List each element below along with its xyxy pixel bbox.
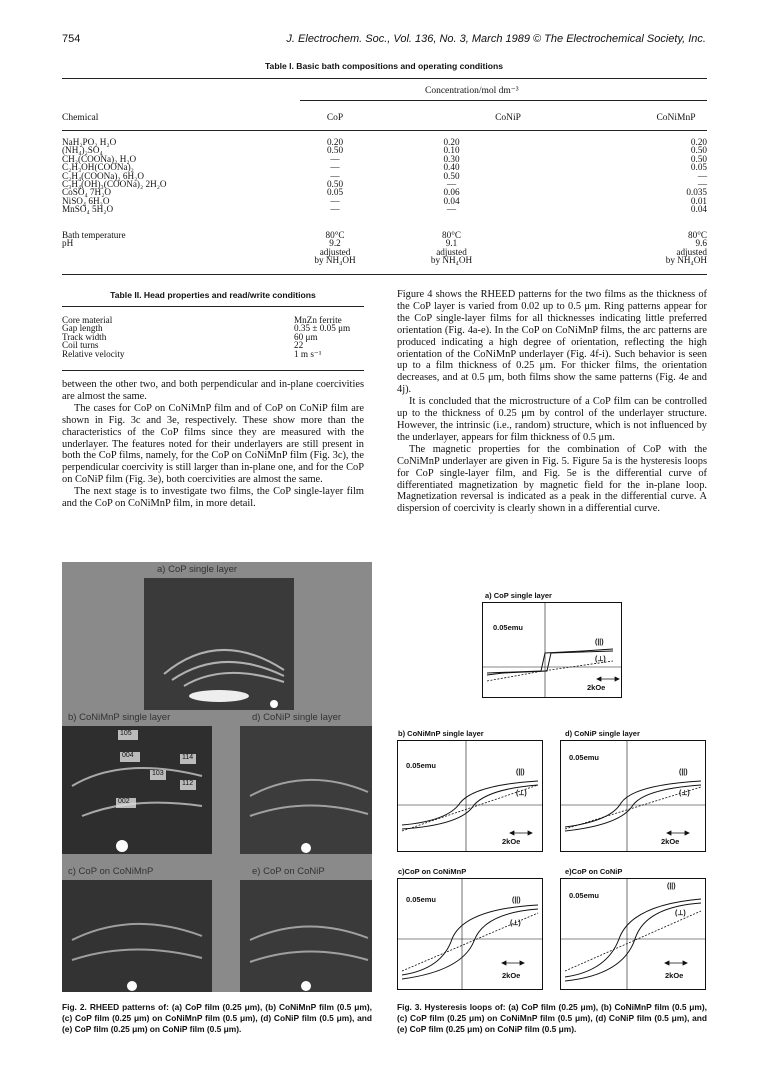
table-cell: by NH₄OH (314, 255, 356, 266)
scale-h-e: 2kOe (665, 971, 684, 980)
table-cell: adjusted (436, 246, 467, 257)
table-cell: 0.40 (443, 162, 460, 173)
fig2-label-e: e) CoP on CoNiP (252, 866, 325, 877)
table-cell: — (697, 179, 707, 190)
fig3-caption: Fig. 3. Hysteresis loops of: (a) CoP film (0.25 μm), (b) CoNiMnP film (0.5 μm), (c) CoP film (0.25 μm) on CoNiMnP film (0.5 μm), (d) CoNiP film (0.5 μm), and (e) CoP film (0.25 μm) on CoNiP film (0.5 μm). (397, 1002, 707, 1034)
table-cell: Core material (62, 315, 113, 325)
table-cell: C₂H₃OH(COONa)₂ (62, 162, 134, 173)
table-cell: Track width (62, 331, 107, 342)
col-conimnp: CoNiMnP (656, 113, 696, 123)
table-row (62, 188, 707, 196)
scale-m-a: 0.05emu (493, 623, 524, 632)
table-cell: 0.20 (443, 137, 460, 147)
table-cell: MnZn ferrite (294, 315, 342, 325)
fig3-title-a: a) CoP single layer (485, 591, 552, 600)
table-cell: Bath temperature (62, 230, 126, 240)
fig3-title-b: b) CoNiMnP single layer (398, 729, 484, 738)
table-row (62, 163, 707, 171)
table-cell: 22 (294, 340, 304, 351)
fig3-title-d: d) CoNiP single layer (565, 729, 640, 738)
table-cell: 0.20 (690, 137, 707, 147)
label-inplane-d: (||) (679, 769, 688, 776)
right-paragraph: It is concluded that the microstructure of a CoP film can be controlled up to the thickness of 0.25 μm by control of the underlayer structure. However, the intrinsic (i.e., random) structure, which is not influenced by the underlayer, appears for film thickness of 0.5 μm. (397, 396, 707, 443)
table-cell: C₃H₄(OH)₃(COONa)₂ 2H₂O (62, 179, 167, 190)
fig2-caption: Fig. 2. RHEED patterns of: (a) CoP film (0.25 μm), (b) CoNiMnP film (0.5 μm), (c) CoP film (0.25 μm) on CoNiMnP film (0.5 μm), (d) CoNiP film (0.5 μm), and (e) CoP film (0.25 μm) on CoNiP film (0.5 μm). (62, 1002, 372, 1034)
table-cell: 9.6 (695, 238, 707, 249)
label-perp-e: (⊥) (675, 910, 686, 917)
label-inplane-c: (||) (512, 897, 521, 904)
table-row (62, 324, 364, 332)
fig3-title-c: c)CoP on CoNiMnP (398, 867, 467, 876)
table1-group-header: Concentration/mol dm⁻³ (425, 86, 519, 96)
col-chemical: Chemical (62, 113, 99, 123)
table1-body (62, 138, 707, 214)
table-cell: 60 μm (294, 331, 318, 342)
scale-h-c: 2kOe (502, 971, 521, 980)
fig2-label-c: c) CoP on CoNiMnP (68, 866, 154, 877)
table-cell: — (446, 179, 457, 190)
table-cell: 0.04 (690, 204, 707, 215)
table-cell: 0.50 (690, 153, 707, 164)
scale-h-d: 2kOe (661, 837, 680, 846)
scale-m-d: 0.05emu (569, 753, 600, 762)
label-perp-d: (⊥) (679, 790, 690, 797)
table-cell: (NH₄)₂SO₄ (62, 145, 103, 156)
table-cell: — (330, 162, 340, 173)
table-cell: 0.01 (690, 195, 707, 206)
table-row (62, 138, 707, 146)
table-row (62, 146, 707, 154)
hysteresis-loop-a (482, 602, 622, 698)
col-conip: CoNiP (495, 113, 521, 123)
table-cell: 0.05 (326, 187, 344, 198)
table-row (62, 231, 707, 239)
table1-header-rule (62, 130, 707, 131)
rheed-spot-103: 103 (152, 770, 164, 777)
table-cell: 1 m s⁻¹ (294, 348, 322, 359)
table-cell: NiSO₄ 6H₂O (62, 195, 110, 206)
table-cell (62, 248, 305, 256)
table-cell: 0.06 (443, 187, 460, 198)
left-paragraph: between the other two, and both perpendicular and in-plane coercivities are almost the same. (62, 379, 364, 402)
table2-title: Table II. Head properties and read/write conditions (110, 290, 316, 300)
table-cell: — (330, 204, 340, 215)
table-row (62, 197, 707, 205)
fig2-label-b: b) CoNiMnP single layer (68, 712, 171, 723)
label-perp-c: (⊥) (510, 920, 521, 927)
label-perp-a: (⊥) (595, 656, 606, 663)
table-cell: 0.35 ± 0.05 μm (294, 323, 351, 334)
rheed-pattern-a (144, 578, 294, 710)
table-cell: 0.05 (690, 162, 707, 173)
table-cell: 0.10 (443, 145, 460, 156)
table-row (62, 205, 707, 213)
fig2-rheed-panel (62, 562, 372, 992)
rheed-pattern-c (62, 880, 212, 992)
hysteresis-loop-b (397, 740, 543, 852)
table-cell: — (330, 170, 340, 181)
table-cell: C₂H₄(COONa)₂ 6H₂O (62, 170, 144, 181)
scale-m-e: 0.05emu (569, 891, 600, 900)
table-cell: 0.50 (690, 145, 707, 156)
table-cell: — (330, 195, 340, 206)
fig2-label-d: d) CoNiP single layer (252, 712, 342, 723)
table1-top-rule (62, 78, 707, 79)
page-number: 754 (62, 33, 81, 45)
right-paragraph: Figure 4 shows the RHEED patterns for the two films as the thickness of the CoP layer is varied from 0.02 up to 0.5 μm. Ring patterns appear for the CoP single-layer films for all thicknesses indicating little preferred orientation (Fig. 4a-e). In the CoP on CoNiMnP films, the arc patterns are produced indicating a high degree of orientation, reflecting the high orientation of the CoNiMnP underlayer (Fig. 4f-i). Such behavior is seen up to a film thickness of 0.25 μm. For thicker films, the orientation decreases, and at 0.5 μm, both films show the same patterns (Fig. 4e and 4j). (397, 289, 707, 396)
right-column-text (397, 289, 707, 515)
table-cell: Gap length (62, 323, 103, 334)
table2-bottom-rule (62, 370, 364, 371)
hysteresis-loop-e (560, 878, 706, 990)
table-cell: NaH₂PO₂ H₂O (62, 137, 117, 147)
rheed-pattern-e (240, 880, 372, 992)
rheed-pattern-d (240, 726, 372, 854)
table-row (62, 180, 707, 188)
rheed-spot-112: 112 (182, 780, 194, 787)
table-row (62, 239, 707, 247)
table-cell: — (446, 204, 457, 215)
table-cell: 80°C (325, 230, 345, 240)
table-cell: Relative velocity (62, 348, 125, 359)
table-cell: — (697, 170, 707, 181)
rheed-spot-105: 105 (120, 730, 132, 737)
scale-h-a: 2kOe (587, 683, 606, 692)
table2-top-rule (62, 306, 364, 307)
table-cell: 80°C (688, 230, 707, 240)
left-paragraph: The next stage is to investigate two films, the CoP single-layer film and the CoP on CoNiMnP film, in more detail. (62, 486, 364, 510)
table-cell: by NH₄OH (430, 255, 473, 266)
table-cell: MnSO₄ 5H₂O (62, 204, 114, 215)
table-cell: CoSO₄ 7H₂O (62, 187, 112, 198)
left-paragraph: The cases for CoP on CoNiMnP film and of CoP on CoNiP film are shown in Fig. 3c and 3e, respectively. These show more than the characteristics of the CoP films since they are measured with the underlayer. The features noted for their underlayers are still present in both the CoP films, namely, for the CoP on CoNiMnP film (Fig. 3c), the perpendicular coercivity is still larger than in-plane one, and for the CoP on CoNiP film (Fig. 3e), both coercivities are almost the same. (62, 402, 364, 486)
table-cell: 9.2 (329, 238, 341, 249)
rheed-spot-002: 002 (118, 798, 130, 805)
rheed-spot-114: 114 (182, 754, 194, 761)
table-row (62, 333, 364, 341)
fig2-label-a: a) CoP single layer (157, 564, 238, 575)
table-cell: 0.04 (443, 195, 460, 206)
label-inplane-a: (||) (595, 639, 604, 646)
label-inplane-b: (||) (516, 769, 525, 776)
table-cell: — (330, 153, 340, 164)
scale-m-c: 0.05emu (406, 895, 437, 904)
scale-h-b: 2kOe (502, 837, 521, 846)
table-cell (62, 256, 305, 264)
scale-m-b: 0.05emu (406, 761, 437, 770)
table1-group-rule (300, 100, 707, 101)
col-cop: CoP (326, 113, 344, 123)
table2-body (62, 316, 364, 358)
table-cell: adjusted (676, 246, 707, 257)
table-cell: 0.50 (326, 145, 344, 156)
fig3-title-e: e)CoP on CoNiP (565, 867, 623, 876)
table-cell: pH (62, 238, 74, 249)
running-header: J. Electrochem. Soc., Vol. 136, No. 3, March 1989 © The Electrochemical Society, Inc. (286, 33, 706, 45)
label-inplane-e: (||) (667, 883, 676, 890)
table-cell: CH₂(COONa)₂ H₂O (62, 153, 137, 164)
hysteresis-loop-d (560, 740, 706, 852)
table-cell: by NH₄OH (665, 255, 707, 266)
table-row (62, 256, 707, 264)
table-cell: 9.1 (445, 238, 458, 249)
table1-bottom-rule (62, 274, 707, 275)
table1-title: Table I. Basic bath compositions and operating conditions (264, 61, 504, 71)
table1-conditions (62, 231, 707, 265)
table-cell: Coil turns (62, 340, 99, 351)
table-cell: 0.30 (443, 153, 460, 164)
rheed-spot-004: 004 (122, 752, 134, 759)
table-cell: adjusted (319, 246, 351, 257)
table-cell: 0.50 (326, 179, 344, 190)
left-column-text (62, 379, 364, 510)
table-cell: 80°C (442, 230, 461, 240)
hysteresis-loop-c (397, 878, 543, 990)
table-row (62, 248, 707, 256)
rheed-pattern-b (62, 726, 212, 854)
table-row (62, 155, 707, 163)
right-paragraph: The magnetic properties for the combination of CoP with the CoNiMnP underlayer are given in Fig. 5. Figure 5a is the hysteresis loops for CoP single-layer film, and Fig. 5e is the differential curve of differentiated magnetization by magnetic field for the in-plane loop. Magnetization reversal is indicated as a peak in the differential curve. A dispersion of coercivity is clearly shown in a differential curve. (397, 443, 707, 515)
table-cell: 0.035 (686, 187, 707, 198)
table-cell: 0.50 (443, 170, 460, 181)
table-cell: 0.20 (326, 137, 344, 147)
table-row (62, 350, 364, 358)
label-perp-b: (⊥) (516, 790, 527, 797)
